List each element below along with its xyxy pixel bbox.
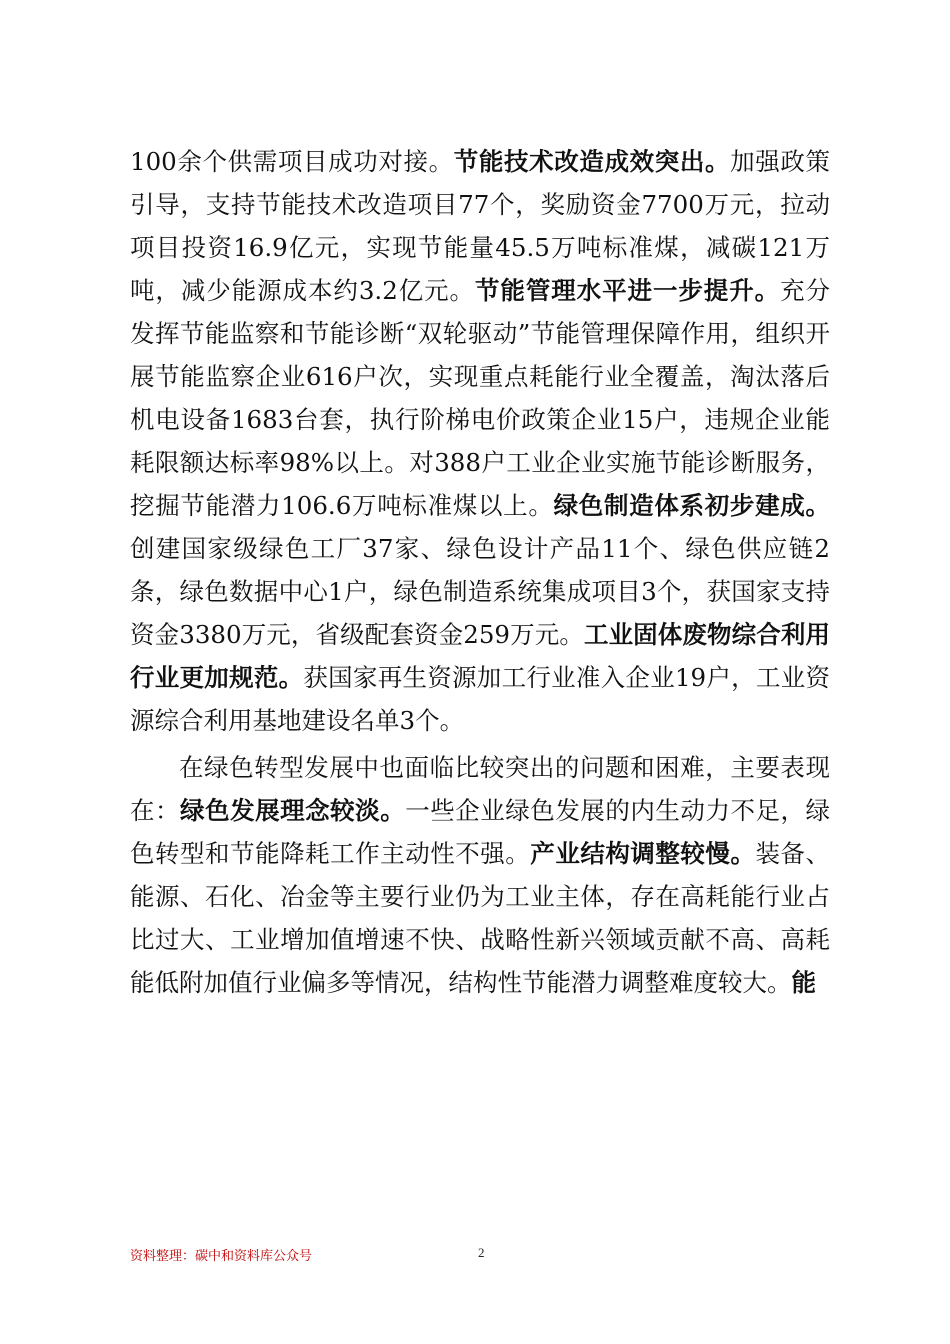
text-run: 一些企业绿色发展的内生动力不足，绿色转型和节能降耗工作主动性不强。 — [130, 796, 831, 868]
bold-heading-run: 产业结构调整较慢。 — [530, 839, 756, 868]
text-run: 100余个供需项目成功对接。 — [130, 147, 454, 176]
text-run: 充分发挥节能监察和节能诊断“双轮驱动”节能管理保障作用，组织开展节能监察企业616户次，实现重点耗能行业全覆盖，淘汰落后机电设备1683台套，执行阶梯电价政策企业15户，违规企业能耗限额达标率98%以上。对388户工业企业实施节能诊断服务，挖掘节能潜力106.6万吨标准煤以上。 — [130, 276, 831, 520]
text-run: 创建国家级绿色工厂37家、绿色设计产品11个、绿色供应链2条，绿色数据中心1户，绿色制造系统集成项目3个，获国家支持资金3380万元，省级配套资金259万元。 — [130, 534, 830, 649]
footer-source: 资料整理：碳中和资料库公众号 — [130, 1249, 313, 1264]
page-number: 2 — [478, 1245, 485, 1260]
bold-heading-run: 能 — [791, 968, 816, 997]
bold-heading-run: 绿色制造体系初步建成。 — [553, 491, 831, 520]
text-run: 获国家再生资源加工行业准入企业19户，工业资源综合利用基地建设名单3个。 — [130, 663, 830, 735]
text-run: 加强政策引导，支持节能技术改造项目77个，奖励资金7700万元，拉动项目投资16.9亿元，实现节能量45.5万吨标准煤，减碳121万吨，减少能源成本约3.2亿元。 — [130, 147, 831, 305]
text-run: 在绿色转型发展中也面临比较突出的问题和困难，主要表现在： — [130, 753, 830, 825]
bold-heading-run: 节能技术改造成效突出。 — [453, 147, 731, 176]
paragraph — [130, 746, 830, 1004]
body-text — [130, 140, 830, 1004]
paragraph — [130, 140, 830, 742]
bold-heading-run: 节能管理水平进一步提升。 — [474, 276, 781, 305]
text-run: 装备、能源、石化、冶金等主要行业仍为工业主体，存在高耗能行业占比过大、工业增加值增速不快、战略性新兴领域贡献不高、高耗能低附加值行业偏多等情况，结构性节能潜力调整难度较大。 — [130, 839, 831, 997]
bold-heading-run: 绿色发展理念较淡。 — [180, 796, 406, 825]
bold-heading-run: 工业固体废物综合利用行业更加规范。 — [130, 620, 830, 692]
